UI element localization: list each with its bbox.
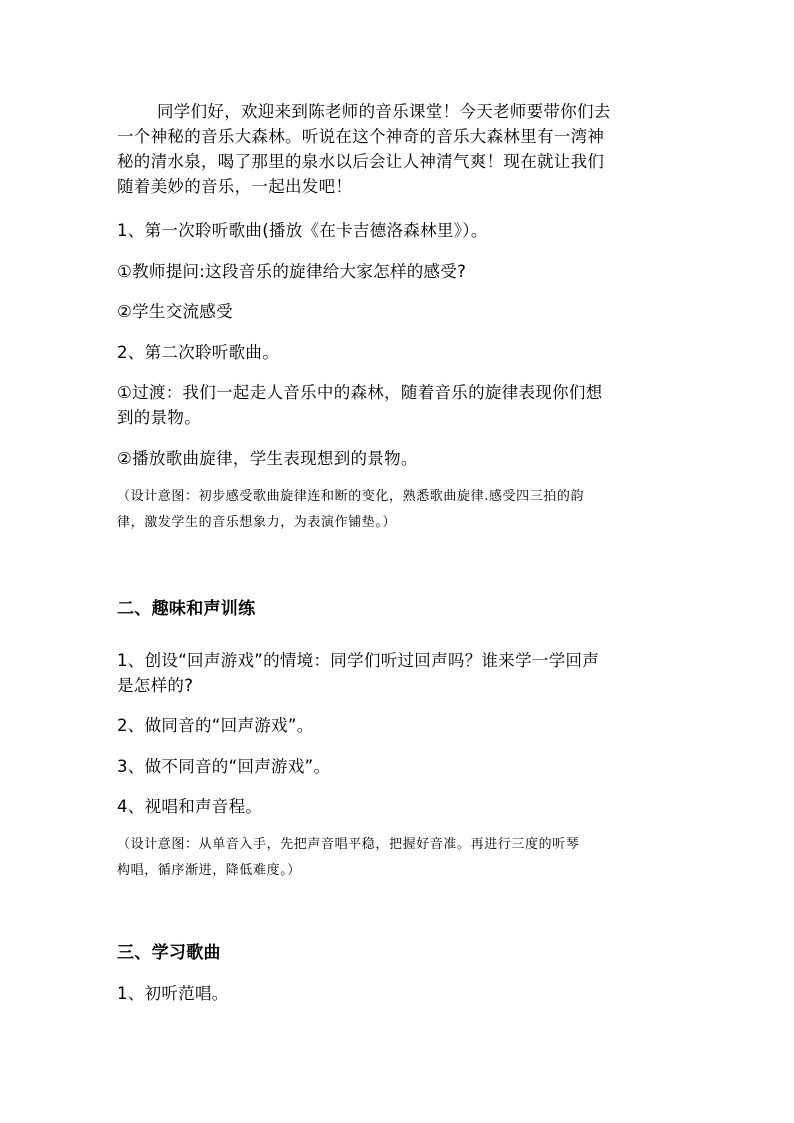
section1-item-2-sub-1-line-2: 到的景物。	[117, 408, 201, 427]
section2-item-1-line-2: 是怎样的?	[117, 676, 194, 695]
section2-item-2: 2、做同音的“回声游戏”。	[117, 716, 314, 735]
section3-heading: 三、学习歌曲	[117, 943, 221, 963]
section2-note-line-1: （设计意图：从单音入手，先把声音唱平稳，把握好音准。再进行三度的听琴	[117, 837, 580, 852]
intro-line-3: 秘的清水泉，喝了那里的泉水以后会让人神清气爽！现在就让我们	[117, 152, 605, 171]
section2-design-note	[117, 832, 677, 884]
section2-heading: 二、趣味和声训练	[117, 599, 256, 619]
section1-item-1: 1、第一次聆听歌曲(播放《在卡吉德洛森林里》）。	[117, 221, 488, 240]
section2-item-1	[117, 648, 677, 698]
section1-item-1-sub-2: ②学生交流感受	[117, 302, 233, 321]
section1-note-line-1: （设计意图：初步感受歌曲旋律连和断的变化，熟悉歌曲旋律.感受四三拍的韵	[117, 489, 585, 504]
section1-design-note	[117, 484, 677, 536]
section1-item-1-sub-1: ①教师提问:这段音乐的旋律给大家怎样的感受?	[117, 262, 467, 281]
section2-item-3: 3、做不同音的“回声游戏”。	[117, 757, 331, 776]
section3-item-1: 1、初听范唱。	[117, 984, 229, 1003]
intro-paragraph	[117, 99, 677, 199]
section2-item-1-line-1: 1、创设“回声游戏”的情境：同学们听过回声吗？谁来学一学回声	[117, 651, 600, 670]
section2-note-line-2: 构唱，循序渐进，降低难度。）	[117, 863, 301, 878]
section1-note-line-2: 律，激发学生的音乐想象力，为表演作铺垫。）	[117, 515, 397, 530]
intro-line-4: 随着美妙的音乐，一起出发吧！	[117, 177, 353, 196]
intro-line-1: 同学们好，欢迎来到陈老师的音乐课堂！今天老师要带你们去	[157, 102, 611, 121]
section1-item-2-sub-1	[117, 380, 677, 430]
section1-item-2-sub-2: ②播放歌曲旋律，学生表现想到的景物。	[117, 449, 418, 468]
intro-line-2: 一个神秘的音乐大森林。听说在这个神奇的音乐大森林里有一湾神	[117, 127, 605, 146]
section1-item-2: 2、第二次聆听歌曲。	[117, 343, 279, 362]
section2-item-4: 4、视唱和声音程。	[117, 797, 263, 816]
section1-item-2-sub-1-line-1: ①过渡：我们一起走人音乐中的森林，随着音乐的旋律表现你们想	[117, 383, 603, 402]
